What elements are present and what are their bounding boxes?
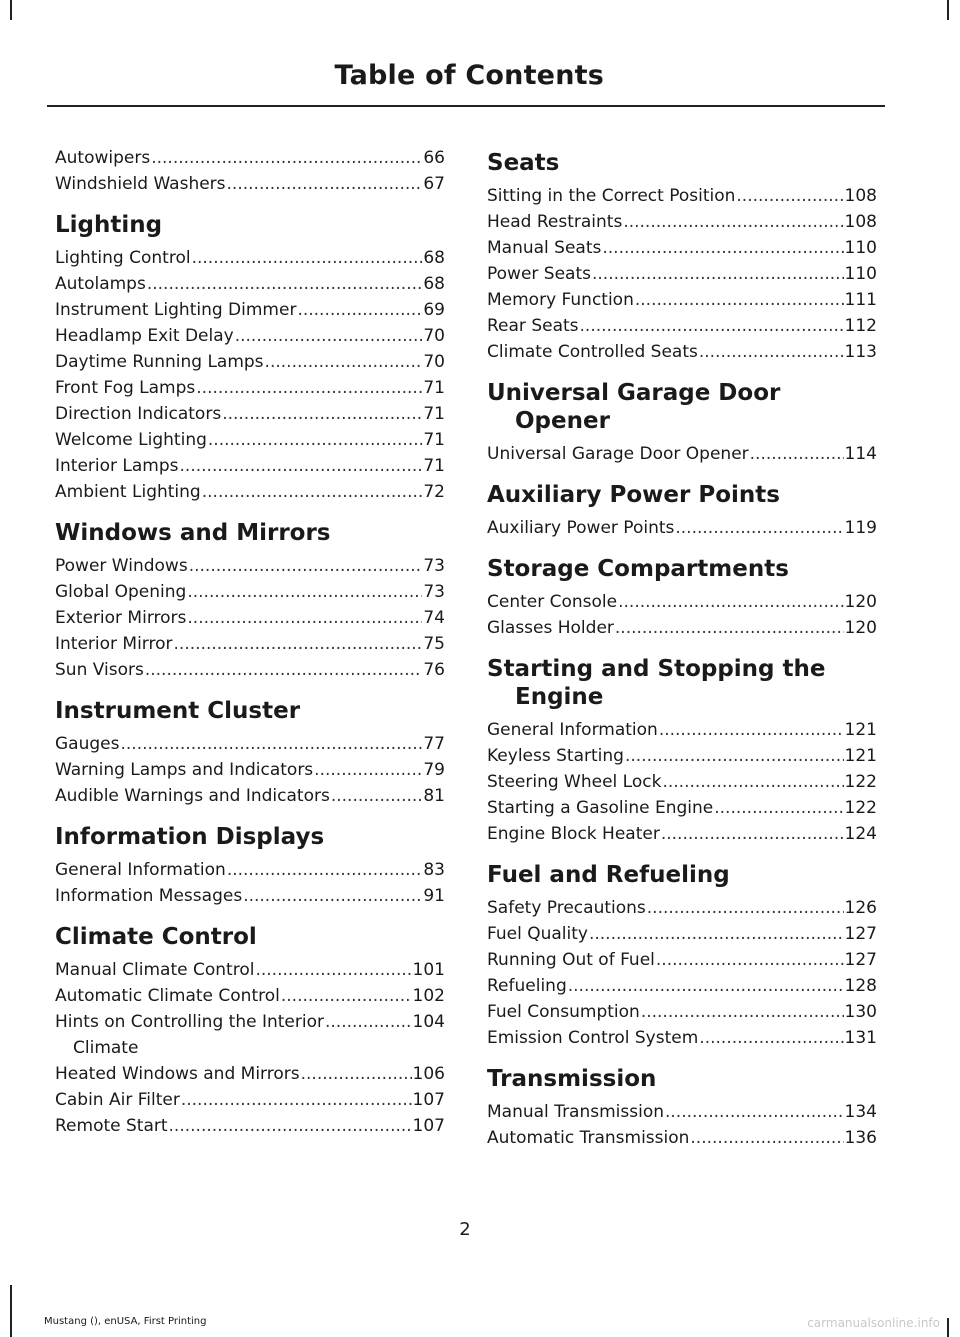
entry-page-number: 130 [844, 1002, 877, 1022]
entry-label [55, 1009, 324, 1061]
toc-entry[interactable] [55, 605, 445, 631]
toc-entry[interactable] [487, 921, 877, 947]
entry-page-number: 120 [844, 618, 877, 638]
entry-label: Engine Block Heater [487, 824, 660, 844]
entry-label: Information Messages [55, 886, 243, 906]
entry-label: Instrument Lighting Dimmer [55, 300, 297, 320]
section-heading: Seats [487, 150, 560, 176]
dot-leader [602, 235, 843, 261]
entry-page-number: 104 [412, 1012, 445, 1032]
entry-label: Interior Lamps [55, 456, 179, 476]
toc-entry[interactable] [487, 1099, 877, 1125]
entry-label: Heated Windows and Mirrors [55, 1064, 300, 1084]
toc-entry[interactable] [487, 209, 877, 235]
entry-label: General Information [487, 720, 658, 740]
toc-entry[interactable] [55, 883, 445, 909]
toc-section [487, 481, 877, 541]
entry-page-number: 134 [844, 1102, 877, 1122]
dot-leader [187, 579, 422, 605]
toc-entry[interactable] [487, 287, 877, 313]
entry-page-number: 113 [844, 342, 877, 362]
dot-leader [145, 657, 423, 683]
entry-page-number: 111 [844, 290, 877, 310]
dot-leader [196, 375, 422, 401]
dot-leader [580, 313, 844, 339]
crop-mark-bottom-left [10, 1285, 12, 1337]
entry-label: Daytime Running Lamps [55, 352, 264, 372]
entry-page-number: 120 [844, 592, 877, 612]
dot-leader [180, 453, 423, 479]
toc-entry[interactable] [487, 795, 877, 821]
dot-leader [208, 427, 422, 453]
dot-leader [635, 287, 844, 313]
toc-entry[interactable] [487, 589, 877, 615]
toc-entry[interactable] [55, 479, 445, 505]
section-heading: Transmission [487, 1066, 657, 1092]
entry-page-number: 102 [412, 986, 445, 1006]
entry-label: Direction Indicators [55, 404, 222, 424]
entry-label: Windshield Washers [55, 174, 226, 194]
toc-right-column [487, 145, 877, 1165]
dot-leader [714, 795, 843, 821]
entry-page-number: 110 [844, 238, 877, 258]
entry-label: Headlamp Exit Delay [55, 326, 234, 346]
toc-entry[interactable] [487, 821, 877, 847]
toc-entry[interactable] [55, 631, 445, 657]
entry-label: Interior Mirror [55, 634, 173, 654]
crop-mark-bottom-right [947, 1318, 949, 1337]
section-heading: Universal Garage Door Opener [487, 380, 781, 434]
dot-leader [255, 957, 411, 983]
dot-leader [187, 605, 422, 631]
toc-entry[interactable] [487, 947, 877, 973]
entry-label: Manual Seats [487, 238, 602, 258]
dot-leader [647, 895, 844, 921]
entry-page-number: 77 [423, 734, 445, 754]
dot-leader [325, 1009, 412, 1035]
entry-label: Memory Function [487, 290, 634, 310]
entry-label: Keyless Starting [487, 746, 624, 766]
entry-label: Fuel Quality [487, 924, 588, 944]
entry-page-number: 71 [423, 456, 445, 476]
toc-section [55, 697, 445, 809]
entry-page-number: 107 [412, 1116, 445, 1136]
toc-section [487, 149, 877, 365]
toc-entry[interactable] [55, 145, 445, 171]
entry-label: Manual Climate Control [55, 960, 255, 980]
toc-entry[interactable] [55, 349, 445, 375]
toc-entry[interactable] [487, 261, 877, 287]
entry-page-number: 108 [844, 212, 877, 232]
dot-leader [189, 553, 423, 579]
toc-entry[interactable] [55, 323, 445, 349]
dot-leader [181, 1087, 412, 1113]
dot-leader [665, 1099, 844, 1125]
dot-leader [147, 271, 423, 297]
entry-page-number: 71 [423, 378, 445, 398]
entry-label-line2: Climate [73, 1038, 139, 1058]
toc-entry[interactable] [487, 1125, 877, 1151]
toc-left-column [55, 145, 445, 1153]
toc-entry[interactable] [55, 171, 445, 197]
entry-label: Ambient Lighting [55, 482, 201, 502]
dot-leader [699, 339, 844, 365]
crop-mark-top-right [947, 0, 949, 20]
toc-entry[interactable] [55, 375, 445, 401]
entry-page-number: 127 [844, 950, 877, 970]
dot-leader [227, 171, 423, 197]
entry-label: Rear Seats [487, 316, 579, 336]
entry-label: Head Restraints [487, 212, 623, 232]
section-heading: Climate Control [55, 924, 257, 950]
toc-entry[interactable] [55, 1113, 445, 1139]
entry-page-number: 71 [423, 404, 445, 424]
toc-entry[interactable] [55, 297, 445, 323]
entry-label: Autolamps [55, 274, 146, 294]
entry-page-number: 79 [423, 760, 445, 780]
footer-edition: Mustang (), enUSA, First Printing [44, 1316, 207, 1327]
entry-page-number: 101 [412, 960, 445, 980]
toc-section [55, 923, 445, 1139]
dot-leader [169, 1113, 412, 1139]
entry-label: Autowipers [55, 148, 151, 168]
toc-entry[interactable] [55, 1009, 445, 1061]
toc-entry[interactable] [55, 783, 445, 809]
section-heading: Information Displays [55, 824, 325, 850]
dot-leader [625, 743, 844, 769]
toc-section [487, 655, 877, 847]
entry-page-number: 122 [844, 798, 877, 818]
entry-page-number: 106 [412, 1064, 445, 1084]
entry-label: Warning Lamps and Indicators [55, 760, 314, 780]
dot-leader [151, 145, 422, 171]
dot-leader [568, 973, 844, 999]
entry-page-number: 107 [412, 1090, 445, 1110]
entry-page-number: 66 [423, 148, 445, 168]
toc-entry[interactable] [55, 757, 445, 783]
toc-entry[interactable] [487, 973, 877, 999]
entry-label: Refueling [487, 976, 567, 996]
dot-leader [623, 209, 843, 235]
dot-leader [227, 857, 423, 883]
dot-leader [331, 783, 423, 809]
entry-label: Center Console [487, 592, 618, 612]
entry-label: Climate Controlled Seats [487, 342, 698, 362]
toc-section [55, 519, 445, 683]
page-number: 2 [459, 1219, 471, 1240]
entry-label: General Information [55, 860, 226, 880]
entry-page-number: 68 [423, 248, 445, 268]
entry-page-number: 73 [423, 556, 445, 576]
entry-page-number: 128 [844, 976, 877, 996]
toc-entry[interactable] [487, 717, 877, 743]
toc-entry[interactable] [55, 453, 445, 479]
entry-label: Sun Visors [55, 660, 144, 680]
entry-page-number: 76 [423, 660, 445, 680]
entry-label: Automatic Climate Control [55, 986, 280, 1006]
toc-entry[interactable] [55, 983, 445, 1009]
entry-label: Manual Transmission [487, 1102, 664, 1122]
entry-label: Emission Control System [487, 1028, 699, 1048]
toc-section [55, 823, 445, 909]
dot-leader [222, 401, 422, 427]
entry-page-number: 72 [423, 482, 445, 502]
dot-leader [120, 731, 422, 757]
toc-entry[interactable] [55, 1087, 445, 1113]
dot-leader [750, 441, 844, 467]
dot-leader [192, 245, 423, 271]
entry-page-number: 121 [844, 746, 877, 766]
entry-page-number: 67 [423, 174, 445, 194]
entry-label: Power Windows [55, 556, 188, 576]
toc-section [487, 555, 877, 641]
entry-page-number: 112 [844, 316, 877, 336]
entry-page-number: 81 [423, 786, 445, 806]
entry-label: Auxiliary Power Points [487, 518, 675, 538]
toc-entry[interactable] [487, 1025, 877, 1051]
entry-label-line1: Hints on Controlling the Interior [55, 1012, 324, 1032]
page-title: Table of Contents [334, 60, 604, 91]
crop-mark-top-left [10, 0, 12, 20]
toc-entry[interactable] [487, 313, 877, 339]
toc-section [487, 861, 877, 1051]
entry-page-number: 69 [423, 300, 445, 320]
dot-leader [281, 983, 412, 1009]
toc-entry[interactable] [487, 743, 877, 769]
entry-label: Lighting Control [55, 248, 191, 268]
toc-entry[interactable] [55, 427, 445, 453]
entry-label: Cabin Air Filter [55, 1090, 180, 1110]
toc-entry[interactable] [55, 657, 445, 683]
entry-label: Automatic Transmission [487, 1128, 690, 1148]
entry-label: Global Opening [55, 582, 187, 602]
entry-page-number: 83 [423, 860, 445, 880]
dot-leader [675, 515, 843, 541]
toc-entry[interactable] [55, 957, 445, 983]
toc-entry[interactable] [55, 245, 445, 271]
watermark: carmanualsonline.info [807, 1316, 940, 1330]
dot-leader [656, 947, 844, 973]
section-heading: Fuel and Refueling [487, 862, 730, 888]
dot-leader [202, 479, 423, 505]
title-rule [47, 105, 885, 107]
toc-entry[interactable] [487, 339, 877, 365]
entry-page-number: 68 [423, 274, 445, 294]
toc-section [55, 145, 445, 197]
toc-entry[interactable] [487, 769, 877, 795]
dot-leader [699, 1025, 843, 1051]
section-heading: Starting and Stopping the Engine [487, 656, 826, 710]
entry-page-number: 119 [844, 518, 877, 538]
entry-page-number: 114 [844, 444, 877, 464]
entry-label: Power Seats [487, 264, 591, 284]
section-heading: Lighting [55, 212, 163, 238]
dot-leader [301, 1061, 412, 1087]
toc-entry[interactable] [55, 857, 445, 883]
entry-page-number: 70 [423, 352, 445, 372]
toc-section [55, 211, 445, 505]
entry-page-number: 127 [844, 924, 877, 944]
dot-leader [589, 921, 844, 947]
entry-label: Welcome Lighting [55, 430, 207, 450]
dot-leader [641, 999, 844, 1025]
toc-entry[interactable] [55, 579, 445, 605]
entry-label: Running Out of Fuel [487, 950, 655, 970]
dot-leader [592, 261, 844, 287]
entry-label: Glasses Holder [487, 618, 614, 638]
dot-leader [736, 183, 843, 209]
toc-entry[interactable] [487, 615, 877, 641]
dot-leader [690, 1125, 843, 1151]
entry-label: Exterior Mirrors [55, 608, 187, 628]
toc-entry[interactable] [487, 235, 877, 261]
entry-label: Starting a Gasoline Engine [487, 798, 714, 818]
dot-leader [615, 615, 844, 641]
entry-page-number: 71 [423, 430, 445, 450]
dot-leader [618, 589, 843, 615]
entry-page-number: 75 [423, 634, 445, 654]
entry-page-number: 108 [844, 186, 877, 206]
section-heading: Windows and Mirrors [55, 520, 331, 546]
entry-page-number: 136 [844, 1128, 877, 1148]
toc-entry[interactable] [487, 895, 877, 921]
toc-entry[interactable] [487, 441, 877, 467]
dot-leader [662, 769, 843, 795]
entry-page-number: 131 [844, 1028, 877, 1048]
entry-label: Gauges [55, 734, 120, 754]
toc-entry[interactable] [487, 999, 877, 1025]
dot-leader [265, 349, 423, 375]
entry-label: Remote Start [55, 1116, 168, 1136]
entry-page-number: 91 [423, 886, 445, 906]
dot-leader [314, 757, 422, 783]
entry-page-number: 110 [844, 264, 877, 284]
entry-label: Audible Warnings and Indicators [55, 786, 330, 806]
section-heading: Instrument Cluster [55, 698, 301, 724]
entry-page-number: 70 [423, 326, 445, 346]
entry-page-number: 74 [423, 608, 445, 628]
dot-leader [659, 717, 844, 743]
section-heading: Storage Compartments [487, 556, 789, 582]
entry-label: Steering Wheel Lock [487, 772, 662, 792]
entry-page-number: 126 [844, 898, 877, 918]
entry-page-number: 121 [844, 720, 877, 740]
entry-page-number: 73 [423, 582, 445, 602]
entry-label: Front Fog Lamps [55, 378, 196, 398]
toc-entry[interactable] [55, 731, 445, 757]
toc-entry[interactable] [55, 553, 445, 579]
toc-entry[interactable] [55, 401, 445, 427]
section-heading: Auxiliary Power Points [487, 482, 780, 508]
toc-entry[interactable] [55, 271, 445, 297]
dot-leader [174, 631, 423, 657]
toc-entry[interactable] [487, 515, 877, 541]
toc-section [487, 379, 877, 467]
entry-label: Sitting in the Correct Position [487, 186, 736, 206]
entry-label: Fuel Consumption [487, 1002, 640, 1022]
entry-label: Universal Garage Door Opener [487, 444, 749, 464]
dot-leader [235, 323, 423, 349]
entry-page-number: 122 [844, 772, 877, 792]
dot-leader [297, 297, 422, 323]
toc-entry[interactable] [55, 1061, 445, 1087]
toc-entry[interactable] [487, 183, 877, 209]
toc-section [487, 1065, 877, 1151]
entry-page-number: 124 [844, 824, 877, 844]
dot-leader [243, 883, 422, 909]
entry-label: Safety Precautions [487, 898, 646, 918]
dot-leader [661, 821, 844, 847]
